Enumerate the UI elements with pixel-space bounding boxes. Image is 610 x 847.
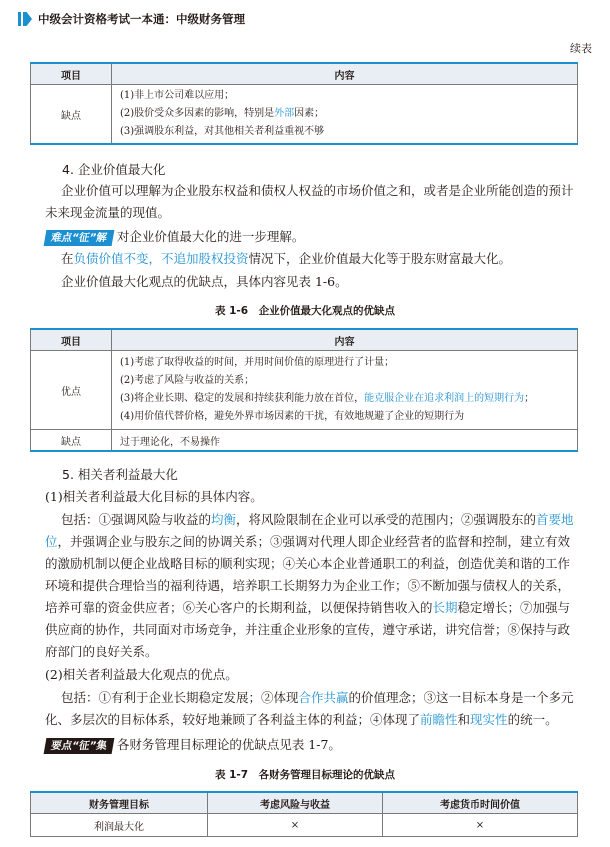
difficulty-tag: 难点“征”解 <box>44 230 115 246</box>
row-label-advantage: 优点 <box>31 351 112 430</box>
body-text: 和 <box>457 712 471 727</box>
table-1-7 <box>30 791 578 837</box>
section-heading: 5. 相关者利益最大化 <box>62 467 178 482</box>
table-header-content: 内容 <box>112 329 578 351</box>
table-cell: × <box>382 814 577 837</box>
body-text: 包括：①强调风险与收益的 <box>61 512 212 527</box>
body-text: 的价值理念；③这一目标本身是一个多元化、多层次的目标体系，较好地兼顾了各利益主体的利益；④体现了 <box>45 690 574 727</box>
subsection-heading: (2)相关者利益最大化观点的优点。 <box>45 667 238 682</box>
highlight-text: 长期 <box>432 600 458 615</box>
header-mark-icon <box>18 12 32 26</box>
highlight-text: 前瞻性 <box>420 712 458 727</box>
list-item: (2)考虑了风险与收益的关系； <box>120 375 255 386</box>
table-caption: 表 1-7 各财务管理目标理论的优缺点 <box>214 769 396 781</box>
table-cell: 利润最大化 <box>31 814 208 837</box>
list-item: (1)非上市公司难以应用； <box>120 90 235 101</box>
continued-label: 续表 <box>570 42 592 55</box>
header-title: 中级会计资格考试一本通：中级财务管理 <box>38 12 245 26</box>
paragraph: 企业价值可以理解为企业股东权益和债权人权益的市场价值之和，或者是企业所能创造的预计未来现金流量的现值。 <box>45 183 574 220</box>
body-text: 包括：①有利于企业长期稳定发展；②体现 <box>61 690 299 705</box>
highlight-text: 均衡 <box>211 512 237 527</box>
subsection-heading: (1)相关者利益最大化目标的具体内容。 <box>45 489 263 504</box>
list-item: (1)考虑了取得收益的时间，并用时间价值的原理进行了计量； <box>120 357 395 368</box>
list-item: (3)将企业长期、稳定的发展和持续获利能力放在首位，能克服企业在追求利润上的短期行为； <box>120 393 535 404</box>
highlight-text: 现实性 <box>470 712 508 727</box>
table-header-goal: 财务管理目标 <box>31 792 208 814</box>
key-points-tag: 要点“征”集 <box>44 738 115 754</box>
body-text: 稳定增长；⑦加强与供应商的协作，共同面对市场竞争，并注重企业形象的宣传，遵守承诺，讲究信誉；⑧保持与政府部门的良好关系。 <box>45 600 571 659</box>
table-header-content: 内容 <box>112 63 578 85</box>
table-cell: × <box>208 814 383 837</box>
body-text: 的统一。 <box>507 712 558 727</box>
paragraph: 在负债价值不变，不追加股权投资情况下，企业价值最大化等于股东财富最大化。 <box>61 251 512 266</box>
difficulty-note: 难点“征”解 对企业价值最大化的进一步理解。 <box>45 226 580 248</box>
list-item: (4)用价值代替价格，避免外界市场因素的干扰，有效地规避了企业的短期行为 <box>120 411 465 422</box>
row-label-disadvantage: 缺点 <box>31 85 112 145</box>
body-text: ，将风险限制在企业可以承受的范围内；②强调股东的 <box>236 512 537 527</box>
table-header-risk: 考虑风险与收益 <box>208 792 383 814</box>
key-points-note: 要点“征”集 各财务管理目标理论的优缺点见表 1-7。 <box>45 734 580 756</box>
section-heading: 4. 企业价值最大化 <box>62 162 166 177</box>
highlight-text: 首要地位 <box>45 512 574 549</box>
list-item: (3)强调股东利益，对其他相关者利益重视不够 <box>120 126 325 137</box>
page-header <box>18 10 592 30</box>
table-caption: 表 1-6 企业价值最大化观点的优缺点 <box>214 305 396 317</box>
paragraph <box>45 509 580 663</box>
table-header-item: 项目 <box>31 63 112 85</box>
disadvantage-text: 过于理论化，不易操作 <box>112 430 578 452</box>
table-continued <box>30 62 578 145</box>
table-row <box>31 814 578 837</box>
table-1-6 <box>30 328 578 452</box>
table-header-item: 项目 <box>31 329 112 351</box>
body-text: ，并强调企业与股东之间的协调关系；③强调对代理人即企业经营者的监督和控制，建立有效的激励机制以便企业战略目标的顺利实现；④关心本企业普通职工的利益，创造优美和谐的工作环境和提供合理恰当的福利待遇，培养职工长期努力为企业工作；⑤不断加强与债权人的关系，培养可靠的资金供应者；⑥关心客户的长期利益，以便保持销售收入的 <box>45 534 571 615</box>
list-item: (2)股价受众多因素的影响，特别是外部因素； <box>120 108 325 119</box>
row-label-disadvantage: 缺点 <box>31 430 112 452</box>
highlight-text: 合作共赢 <box>298 690 349 705</box>
paragraph: 企业价值最大化观点的优缺点，具体内容见表 1-6。 <box>61 274 348 289</box>
table-header-time-value: 考虑货币时间价值 <box>382 792 577 814</box>
paragraph <box>45 687 580 731</box>
